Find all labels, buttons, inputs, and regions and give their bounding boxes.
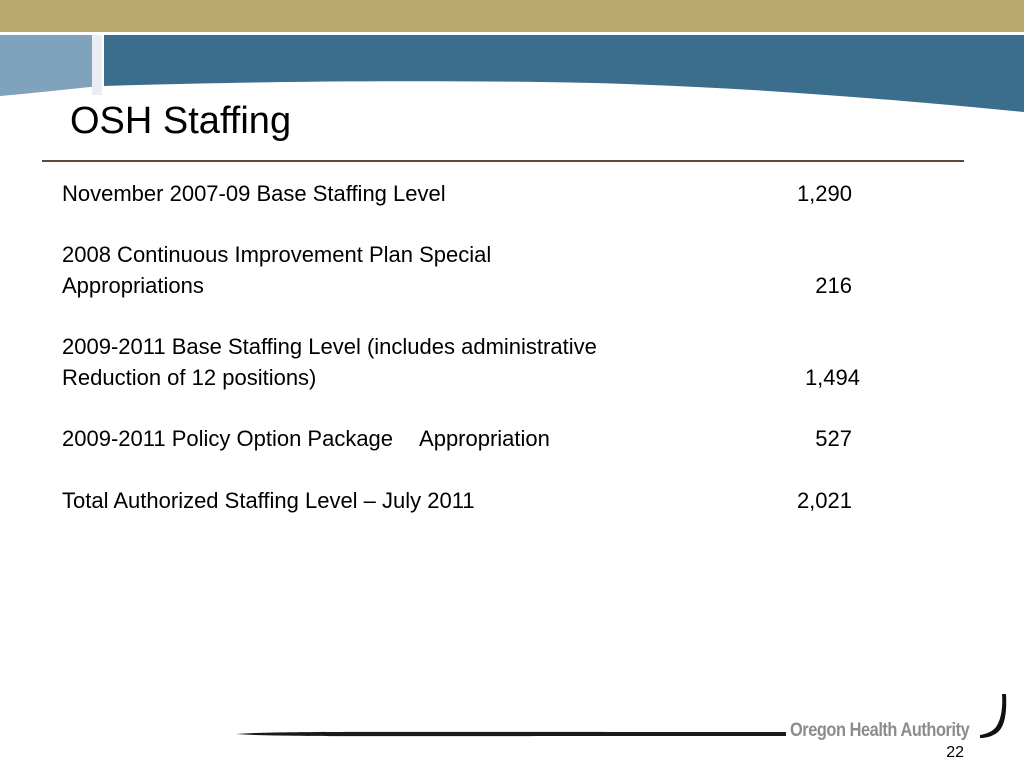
row-label-line-2: Reduction of 12 positions) — [62, 365, 317, 390]
footer-divider — [236, 730, 786, 738]
row-label-line-1: 2008 Continuous Improvement Plan Special — [62, 242, 492, 267]
row-label: November 2007-09 Base Staffing Level — [62, 181, 446, 206]
page-title: OSH Staffing — [70, 100, 292, 142]
light-blue-wave — [0, 35, 100, 96]
row-value: 1,290 — [796, 181, 852, 206]
title-divider — [42, 160, 964, 162]
row-label-part-2: Appropriation — [419, 426, 550, 451]
row-label: Total Authorized Staffing Level – July 2011 — [62, 488, 475, 513]
row-value: 216 — [815, 273, 852, 298]
page-number: 22 — [946, 744, 964, 761]
row-label-part-1: 2009-2011 Policy Option Package — [62, 426, 394, 451]
white-separator — [92, 35, 102, 95]
row-value: 2,021 — [796, 488, 852, 513]
row-value: 527 — [815, 426, 852, 451]
oregon-health-authority-logo: Oregon Health Authority — [790, 720, 970, 741]
oha-swoosh-icon — [980, 692, 1010, 740]
row-value: 1,494 — [804, 365, 860, 390]
row-label-line-1: 2009-2011 Base Staffing Level (includes administrative — [62, 334, 597, 359]
gold-band — [0, 0, 1024, 32]
row-label — [62, 423, 550, 454]
row-label-line-2: Appropriations — [62, 273, 204, 298]
